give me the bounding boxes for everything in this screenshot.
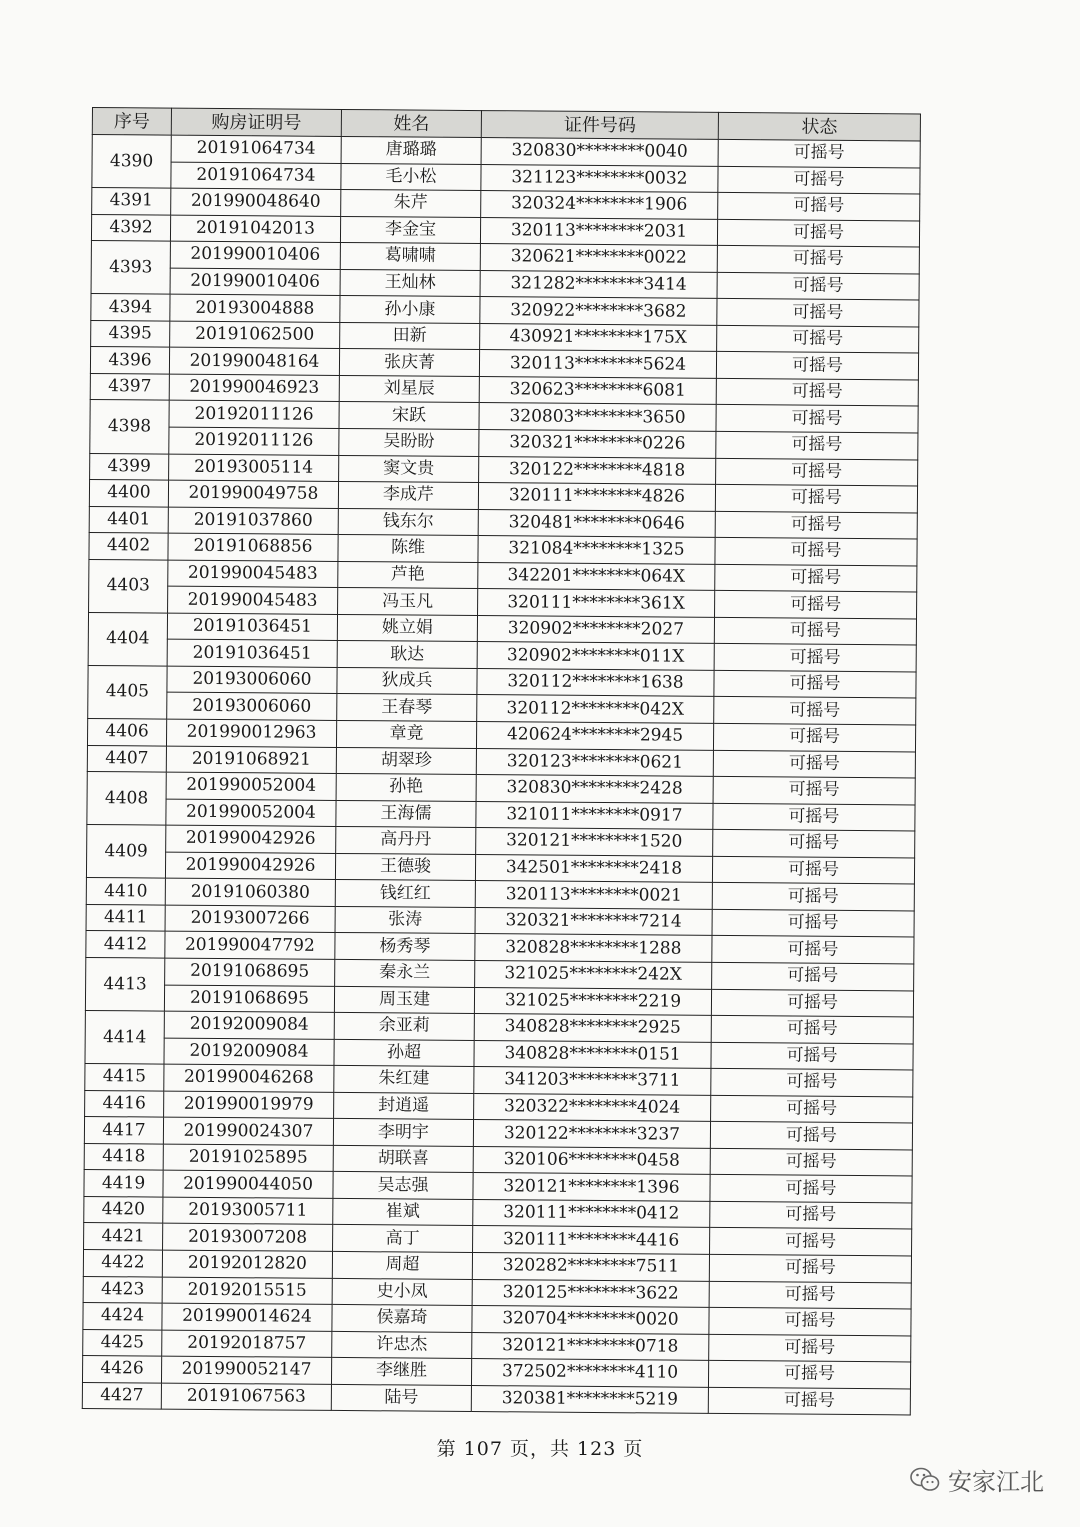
- name-cell: 周玉建: [334, 986, 474, 1014]
- name-cell: 章竟: [336, 720, 476, 748]
- status-cell: 可摇号: [713, 777, 915, 805]
- certificate-no-cell: 20193006060: [167, 693, 337, 721]
- name-cell: 侯嘉琦: [332, 1304, 472, 1332]
- name-cell: 唐璐璐: [341, 136, 481, 164]
- id-number-cell: 320321********7214: [475, 907, 712, 935]
- id-number-cell: 320121********1520: [476, 828, 713, 856]
- status-cell: 可摇号: [716, 431, 918, 459]
- name-cell: 毛小松: [341, 163, 481, 191]
- name-cell: 芦艳: [338, 561, 478, 589]
- certificate-no-cell: 201990010406: [170, 241, 340, 269]
- status-cell: 可摇号: [714, 697, 916, 725]
- name-cell: 史小凤: [332, 1278, 472, 1306]
- id-number-cell: 320623********6081: [479, 376, 716, 404]
- status-cell: 可摇号: [717, 325, 919, 353]
- status-cell: 可摇号: [710, 1175, 912, 1203]
- certificate-no-cell: 20192015515: [162, 1277, 332, 1305]
- certificate-no-cell: 201990010406: [170, 268, 340, 296]
- id-number-cell: 321282********3414: [480, 270, 717, 298]
- id-number-cell: 320122********3237: [473, 1120, 710, 1148]
- name-cell: 封逍遥: [334, 1092, 474, 1120]
- name-cell: 张庆菁: [339, 349, 479, 377]
- certificate-no-cell: 201990045483: [168, 560, 338, 588]
- certificate-no-cell: 20193007266: [165, 905, 335, 933]
- name-cell: 葛啸啸: [340, 243, 480, 271]
- id-number-cell: 320113********5624: [479, 350, 716, 378]
- status-cell: 可摇号: [711, 1042, 913, 1070]
- status-cell: 可摇号: [715, 538, 917, 566]
- status-cell: 可摇号: [710, 1122, 912, 1150]
- name-cell: 秦永兰: [335, 959, 475, 987]
- status-cell: 可摇号: [716, 458, 918, 486]
- name-cell: 刘星辰: [339, 375, 479, 403]
- id-number-cell: 320704********0020: [472, 1306, 709, 1334]
- certificate-no-cell: 20191025895: [163, 1144, 333, 1172]
- name-cell: 王灿林: [340, 269, 480, 297]
- status-cell: 可摇号: [711, 1015, 913, 1043]
- seq-cell: 4396: [90, 347, 169, 374]
- certificate-no-cell: 20191042013: [170, 215, 340, 243]
- watermark-text: 安家江北: [948, 1468, 1044, 1496]
- certificate-no-cell: 201990052004: [166, 799, 336, 827]
- id-number-cell: 320111********4826: [478, 483, 715, 511]
- name-cell: 田新: [340, 322, 480, 350]
- name-cell: 高丁: [333, 1225, 473, 1253]
- certificate-no-cell: 20191060380: [165, 878, 335, 906]
- id-number-cell: 320828********1288: [475, 934, 712, 962]
- seq-cell: 4408: [87, 772, 166, 826]
- seq-cell: 4413: [85, 957, 164, 1011]
- id-number-cell: 320803********3650: [479, 403, 716, 431]
- name-cell: 姚立娟: [337, 614, 477, 642]
- header-seq: 序号: [92, 108, 171, 136]
- certificate-no-cell: 201990042926: [166, 825, 336, 853]
- id-number-cell: 342201********064X: [478, 562, 715, 590]
- name-cell: 耿达: [337, 641, 477, 669]
- seq-cell: 4427: [82, 1382, 161, 1409]
- page-number: 第 107 页，共 123 页: [436, 1438, 644, 1460]
- certificate-no-cell: 201990019979: [164, 1091, 334, 1119]
- name-cell: 陆号: [331, 1384, 471, 1412]
- seq-cell: 4407: [87, 745, 166, 772]
- status-cell: 可摇号: [710, 1148, 912, 1176]
- id-number-cell: 320112********042X: [477, 695, 714, 723]
- seq-cell: 4402: [89, 533, 168, 560]
- certificate-no-cell: 201990012963: [166, 719, 336, 747]
- seq-cell: 4399: [90, 453, 169, 480]
- name-cell: 宋跃: [339, 402, 479, 430]
- id-number-cell: 430921********175X: [480, 323, 717, 351]
- seq-cell: 4423: [83, 1276, 162, 1303]
- id-number-cell: 372502********4110: [471, 1359, 708, 1387]
- certificate-no-cell: 201990044050: [163, 1170, 333, 1198]
- certificate-no-cell: 20191037860: [168, 507, 338, 535]
- status-cell: 可摇号: [712, 936, 914, 964]
- seq-cell: 4420: [84, 1196, 163, 1223]
- status-cell: 可摇号: [714, 670, 916, 698]
- status-cell: 可摇号: [714, 617, 916, 645]
- table-body: [82, 135, 920, 1416]
- certificate-no-cell: 20191067563: [161, 1383, 331, 1411]
- name-cell: 胡翠珍: [336, 747, 476, 775]
- seq-cell: 4394: [91, 294, 170, 321]
- seq-cell: 4392: [91, 214, 170, 241]
- name-cell: 许忠杰: [332, 1331, 472, 1359]
- status-cell: 可摇号: [709, 1281, 911, 1309]
- status-cell: 可摇号: [712, 856, 914, 884]
- name-cell: 狄成兵: [337, 667, 477, 695]
- name-cell: 孙超: [334, 1039, 474, 1067]
- lottery-eligibility-table: [82, 107, 921, 1416]
- certificate-no-cell: 201990046923: [169, 374, 339, 402]
- id-number-cell: 320111********4416: [473, 1226, 710, 1254]
- id-number-cell: 320125********3622: [472, 1279, 709, 1307]
- name-cell: 王春琴: [337, 694, 477, 722]
- seq-cell: 4418: [84, 1143, 163, 1170]
- certificate-no-cell: 20193007208: [163, 1224, 333, 1252]
- certificate-no-cell: 20191062500: [170, 321, 340, 349]
- certificate-no-cell: 20193005711: [163, 1197, 333, 1225]
- table-row: [82, 1382, 910, 1415]
- id-number-cell: 320112********1638: [477, 668, 714, 696]
- status-cell: 可摇号: [713, 750, 915, 778]
- status-cell: 可摇号: [708, 1361, 910, 1389]
- seq-cell: 4409: [86, 825, 165, 879]
- name-cell: 朱红建: [334, 1066, 474, 1094]
- certificate-no-cell: 20192018757: [162, 1330, 332, 1358]
- certificate-no-cell: 201990052147: [161, 1356, 331, 1384]
- id-number-cell: 320830********2428: [476, 775, 713, 803]
- seq-cell: 4395: [91, 320, 170, 347]
- id-number-cell: 320902********2027: [477, 615, 714, 643]
- id-number-cell: 321011********0917: [476, 801, 713, 829]
- name-cell: 陈维: [338, 535, 478, 563]
- account-watermark: [910, 1462, 1044, 1497]
- seq-cell: 4398: [90, 400, 169, 454]
- id-number-cell: 340828********0151: [474, 1040, 711, 1068]
- certificate-no-cell: 20191036451: [167, 613, 337, 641]
- status-cell: 可摇号: [716, 378, 918, 406]
- id-number-cell: 320830********0040: [481, 138, 718, 166]
- seq-cell: 4411: [86, 904, 165, 931]
- certificate-no-cell: 20193004888: [170, 294, 340, 322]
- certificate-no-cell: 20192012820: [162, 1250, 332, 1278]
- id-number-cell: 340828********2925: [474, 1014, 711, 1042]
- name-cell: 王德骏: [335, 853, 475, 881]
- name-cell: 胡联喜: [333, 1145, 473, 1173]
- status-cell: 可摇号: [713, 803, 915, 831]
- status-cell: 可摇号: [716, 405, 918, 433]
- id-number-cell: 321025********2219: [474, 987, 711, 1015]
- name-cell: 周超: [332, 1251, 472, 1279]
- status-cell: 可摇号: [709, 1334, 911, 1362]
- seq-cell: 4426: [82, 1356, 161, 1383]
- seq-cell: 4425: [83, 1329, 162, 1356]
- header-status: 状态: [718, 112, 920, 141]
- id-number-cell: 320381********5219: [471, 1385, 708, 1413]
- certificate-no-cell: 201990042926: [165, 852, 335, 880]
- name-cell: 张涛: [335, 906, 475, 934]
- wechat-icon: [910, 1467, 940, 1493]
- status-cell: 可摇号: [718, 166, 920, 194]
- id-number-cell: 320123********0621: [476, 748, 713, 776]
- certificate-no-cell: 201990046268: [164, 1064, 334, 1092]
- seq-cell: 4417: [84, 1117, 163, 1144]
- seq-cell: 4405: [88, 665, 167, 719]
- status-cell: 可摇号: [709, 1254, 911, 1282]
- status-cell: 可摇号: [717, 246, 919, 274]
- certificate-no-cell: 201990049758: [168, 480, 338, 508]
- id-number-cell: 321123********0032: [481, 164, 718, 192]
- certificate-no-cell: 20192011126: [169, 401, 339, 429]
- certificate-no-cell: 201990048164: [169, 347, 339, 375]
- id-number-cell: 320111********361X: [478, 589, 715, 617]
- status-cell: 可摇号: [709, 1307, 911, 1335]
- name-cell: 李继胜: [331, 1358, 471, 1386]
- name-cell: 余亚莉: [334, 1012, 474, 1040]
- status-cell: 可摇号: [715, 564, 917, 592]
- name-cell: 王海儒: [336, 800, 476, 828]
- id-number-cell: 342501********2418: [475, 854, 712, 882]
- status-cell: 可摇号: [717, 272, 919, 300]
- certificate-no-cell: 20191064734: [171, 162, 341, 190]
- status-cell: 可摇号: [715, 485, 917, 513]
- id-number-cell: 320922********3682: [480, 297, 717, 325]
- name-cell: 孙艳: [336, 774, 476, 802]
- certificate-no-cell: 20191068695: [165, 958, 335, 986]
- id-number-cell: 320282********7511: [472, 1252, 709, 1280]
- seq-cell: 4414: [85, 1011, 164, 1065]
- status-cell: 可摇号: [711, 989, 913, 1017]
- certificate-no-cell: 20193006060: [167, 666, 337, 694]
- id-number-cell: 320113********0021: [475, 881, 712, 909]
- certificate-no-cell: 201990045483: [168, 586, 338, 614]
- id-number-cell: 320481********0646: [478, 509, 715, 537]
- id-number-cell: 320322********4024: [474, 1093, 711, 1121]
- id-number-cell: 320621********0022: [480, 244, 717, 272]
- seq-cell: 4390: [92, 135, 171, 189]
- certificate-no-cell: 20191068921: [166, 746, 336, 774]
- seq-cell: 4406: [87, 719, 166, 746]
- header-id-number: 证件号码: [481, 111, 718, 140]
- seq-cell: 4424: [83, 1303, 162, 1330]
- seq-cell: 4393: [91, 241, 170, 295]
- seq-cell: 4403: [89, 559, 168, 613]
- status-cell: 可摇号: [712, 962, 914, 990]
- seq-cell: 4391: [92, 188, 171, 215]
- seq-cell: 4412: [86, 931, 165, 958]
- status-cell: 可摇号: [717, 219, 919, 247]
- status-cell: 可摇号: [710, 1201, 912, 1229]
- name-cell: 朱芹: [341, 190, 481, 218]
- certificate-no-cell: 20191036451: [167, 639, 337, 667]
- name-cell: 吴志强: [333, 1172, 473, 1200]
- status-cell: 可摇号: [718, 139, 920, 167]
- status-cell: 可摇号: [711, 1095, 913, 1123]
- certificate-no-cell: 20192009084: [164, 1038, 334, 1066]
- seq-cell: 4397: [90, 373, 169, 400]
- certificate-no-cell: 20192011126: [169, 427, 339, 455]
- id-number-cell: 320324********1906: [481, 191, 718, 219]
- id-number-cell: 341203********3711: [474, 1067, 711, 1095]
- id-number-cell: 320113********2031: [480, 217, 717, 245]
- id-number-cell: 320111********0412: [473, 1199, 710, 1227]
- name-cell: 高丹丹: [336, 827, 476, 855]
- id-number-cell: 320121********0718: [472, 1332, 709, 1360]
- status-cell: 可摇号: [716, 352, 918, 380]
- status-cell: 可摇号: [715, 511, 917, 539]
- id-number-cell: 320902********011X: [477, 642, 714, 670]
- status-cell: 可摇号: [710, 1228, 912, 1256]
- name-cell: 李金宝: [340, 216, 480, 244]
- header-certificate-no: 购房证明号: [171, 108, 341, 136]
- certificate-no-cell: 201990024307: [163, 1117, 333, 1145]
- seq-cell: 4404: [88, 612, 167, 666]
- seq-cell: 4410: [86, 878, 165, 905]
- certificate-no-cell: 201990048640: [171, 188, 341, 216]
- id-number-cell: 321025********242X: [475, 960, 712, 988]
- header-name: 姓名: [341, 109, 481, 137]
- name-cell: 钱红红: [335, 880, 475, 908]
- certificate-no-cell: 201990047792: [165, 932, 335, 960]
- status-cell: 可摇号: [712, 883, 914, 911]
- certificate-no-cell: 20191064734: [171, 135, 341, 163]
- status-cell: 可摇号: [715, 591, 917, 619]
- name-cell: 李明宇: [333, 1119, 473, 1147]
- id-number-cell: 320121********1396: [473, 1173, 710, 1201]
- seq-cell: 4421: [84, 1223, 163, 1250]
- id-number-cell: 320122********4818: [479, 456, 716, 484]
- certificate-no-cell: 201990014624: [162, 1303, 332, 1331]
- name-cell: 李成芹: [338, 482, 478, 510]
- certificate-no-cell: 20192009084: [164, 1011, 334, 1039]
- status-cell: 可摇号: [712, 909, 914, 937]
- id-number-cell: 320106********0458: [473, 1146, 710, 1174]
- status-cell: 可摇号: [713, 830, 915, 858]
- status-cell: 可摇号: [708, 1387, 910, 1415]
- certificate-no-cell: 20193005114: [169, 454, 339, 482]
- seq-cell: 4422: [83, 1249, 162, 1276]
- seq-cell: 4415: [85, 1064, 164, 1091]
- id-number-cell: 321084********1325: [478, 536, 715, 564]
- name-cell: 钱东尔: [338, 508, 478, 536]
- name-cell: 冯玉凡: [338, 588, 478, 616]
- name-cell: 崔斌: [333, 1198, 473, 1226]
- name-cell: 孙小康: [340, 296, 480, 324]
- seq-cell: 4419: [84, 1170, 163, 1197]
- name-cell: 窦文贵: [339, 455, 479, 483]
- seq-cell: 4416: [85, 1090, 164, 1117]
- status-cell: 可摇号: [718, 193, 920, 221]
- id-number-cell: 320321********0226: [479, 430, 716, 458]
- certificate-no-cell: 201990052004: [166, 772, 336, 800]
- status-cell: 可摇号: [713, 723, 915, 751]
- status-cell: 可摇号: [714, 644, 916, 672]
- id-number-cell: 420624********2945: [476, 722, 713, 750]
- certificate-no-cell: 20191068856: [168, 533, 338, 561]
- status-cell: 可摇号: [711, 1069, 913, 1097]
- name-cell: 杨秀琴: [335, 933, 475, 961]
- certificate-no-cell: 20191068695: [164, 985, 334, 1013]
- seq-cell: 4400: [89, 480, 168, 507]
- status-cell: 可摇号: [717, 299, 919, 327]
- seq-cell: 4401: [89, 506, 168, 533]
- name-cell: 吴盼盼: [339, 428, 479, 456]
